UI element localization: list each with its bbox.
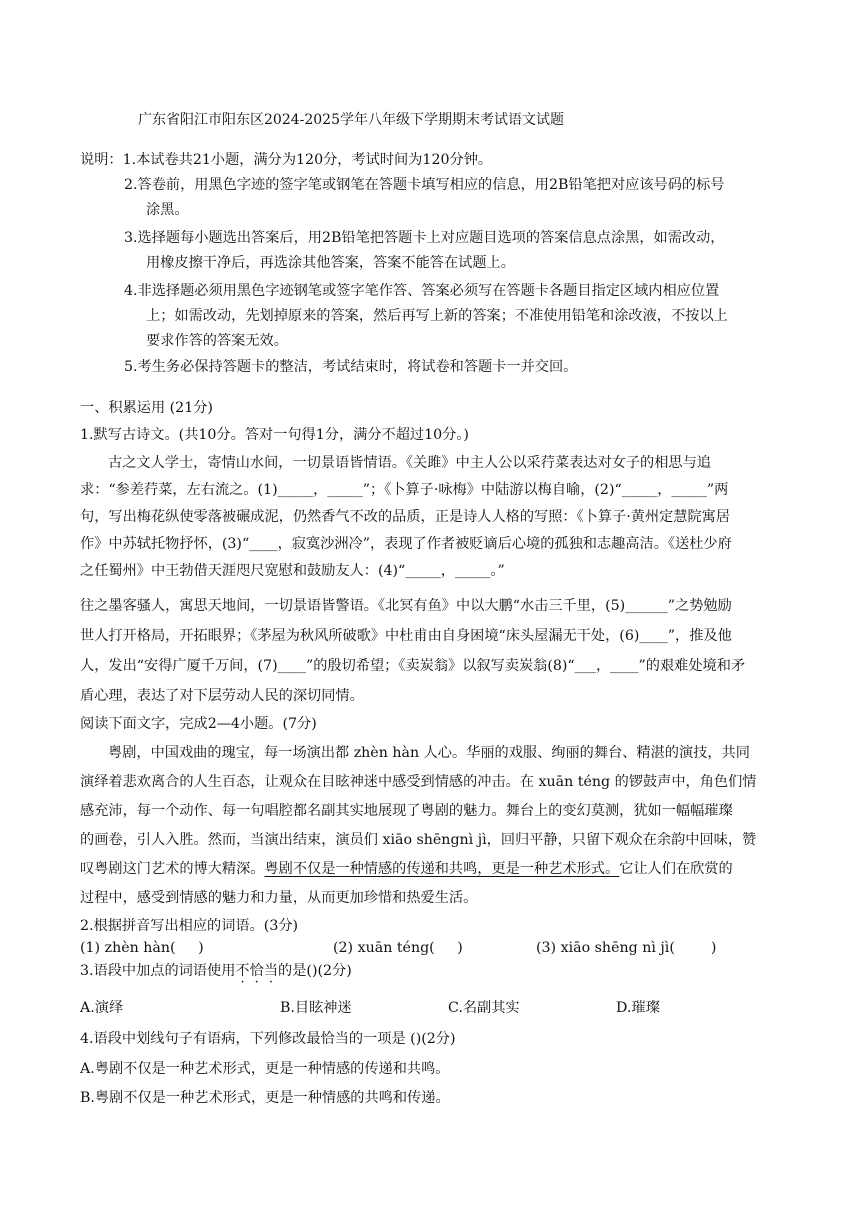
exam-title: 广东省阳江市阳东区2024-2025学年八年级下学期期末考试语文试题 bbox=[138, 112, 564, 128]
q1-line: 求：“参差荇菜，左右流之。(1)_____，_____”；《卜算子·咏梅》中陆游以梅自喻，(2)“_____，_____”两 bbox=[80, 482, 729, 498]
q4-option-a: A.粤剧不仅是一种艺术形式，更是一种情感的传递和共鸣。 bbox=[80, 1061, 450, 1077]
q3-option-c: C.名副其实 bbox=[448, 1000, 520, 1016]
instruction-line: 说明：1.本试卷共21小题，满分为120分，考试时间为120分钟。 bbox=[80, 152, 493, 168]
passage-text: 它让人们在欣赏的 bbox=[619, 861, 733, 877]
q2-item: (2) xuān téng( ) bbox=[333, 940, 463, 956]
passage-line bbox=[80, 859, 733, 879]
passage-line: 过程中，感受到情感的魅力和力量，从而更加珍惜和热爱生活。 bbox=[80, 890, 478, 906]
q3-option-a: A.演绎 bbox=[80, 1000, 124, 1016]
emphasis-dot-char: 不 bbox=[235, 963, 250, 979]
q4-option-b: B.粤剧不仅是一种艺术形式，更是一种情感的共鸣和传递。 bbox=[80, 1090, 450, 1106]
question-2-prompt: 2.根据拼音写出相应的词语。(3分) bbox=[80, 918, 299, 934]
passage-line: 粤剧，中国戏曲的瑰宝，每一场演出都 zhèn hàn 人心。华丽的戏服、绚丽的舞台、精湛的演技，共同 bbox=[108, 745, 750, 761]
instruction-line: 3.选择题每小题选出答案后，用2B铅笔把答题卡上对应题目选项的答案信息点涂黑，如需改动， bbox=[124, 230, 725, 246]
passage-line: 演绎着悲欢离合的人生百态，让观众在目眩神迷中感受到情感的冲击。在 xuān téng 的锣鼓声中，角色们情 bbox=[80, 774, 757, 790]
instruction-line: 要求作答的答案无效。 bbox=[146, 333, 288, 349]
section-heading: 一、积累运用 (21分) bbox=[80, 400, 213, 416]
q1-line: 古之文人学士，寄情山水间，一切景语皆情语。《关雎》中主人公以采荇菜表达对女子的相思与追 bbox=[108, 455, 711, 471]
instruction-line: 4.非选择题必须用黑色字迹钢笔或签字笔作答、答案必须写在答题卡各题目指定区域内相应位置 bbox=[124, 283, 720, 299]
q1-line: 世人打开格局，开拓眼界；《茅屋为秋风所破歌》中杜甫由自身困境“床头屋漏无干处，(6)____”，推及他 bbox=[80, 628, 732, 644]
reading-prompt: 阅读下面文字，完成2—4小题。(7分) bbox=[80, 716, 317, 732]
q1-line: 作》中苏轼托物抒怀，(3)“____，寂寞沙洲冷”，表现了作者被贬谪后心境的孤独和志趣高洁。《送杜少府 bbox=[80, 536, 732, 552]
question-3-prompt bbox=[80, 961, 352, 981]
passage-text: 叹粤剧这门艺术的博大精深。 bbox=[80, 861, 265, 877]
q1-line: 句，写出梅花纵使零落被碾成泥，仍然香气不改的品质，正是诗人人格的写照：《卜算子·黄州定慧院寓居 bbox=[80, 509, 731, 525]
instruction-line: 2.答卷前，用黑色字迹的签字笔或钢笔在答题卡填写相应的信息，用2B铅笔把对应该号码的标号 bbox=[124, 177, 725, 193]
instruction-line: 5.考生务必保持答题卡的整洁，考试结束时，将试卷和答题卡一并交回。 bbox=[124, 359, 578, 375]
passage-line: 感充沛，每一个动作、每一句唱腔都名副其实地展现了粤剧的魅力。舞台上的变幻莫测，犹如一幅幅璀璨 bbox=[80, 803, 733, 819]
q3-text: 3.语段中加点的词语使用 bbox=[80, 963, 236, 979]
q1-line: 人，发出“安得广厦千万间，(7)____”的殷切希望；《卖炭翁》以叙写卖炭翁(8)“___，____”的艰难处境和矛 bbox=[80, 658, 746, 674]
q3-text: 的是()(2分) bbox=[278, 963, 352, 979]
q3-option-d: D.璀璨 bbox=[616, 1000, 660, 1016]
q2-item: (3) xiāo shēng nì jì( ) bbox=[536, 940, 717, 956]
q2-item: (1) zhèn hàn( ) bbox=[80, 940, 204, 956]
q3-option-b: B.目眩神迷 bbox=[280, 1000, 352, 1016]
q1-line: 盾心理，表达了对下层劳动人民的深切同情。 bbox=[80, 688, 364, 704]
passage-line: 的画卷，引人入胜。然而，当演出结束，演员们 xiāo shēngnì jì，回归平静，只留下观众在余韵中回味，赞 bbox=[80, 832, 757, 848]
emphasis-dot-char: 恰 bbox=[249, 963, 264, 979]
instruction-line: 用橡皮擦干净后，再选涂其他答案，答案不能答在试题上。 bbox=[146, 255, 515, 271]
question-1-prompt: 1.默写古诗文。(共10分。答对一句得1分，满分不超过10分。) bbox=[80, 427, 469, 443]
q1-line: 往之墨客骚人，寓思天地间，一切景语皆警语。《北冥有鱼》中以大鹏“水击三千里，(5)______”之势勉励 bbox=[80, 598, 732, 614]
underlined-sentence: 粤剧不仅是一种情感的传递和共鸣，更是一种艺术形式。 bbox=[264, 861, 620, 877]
emphasis-dot-char: 当 bbox=[263, 963, 279, 979]
question-4-prompt: 4.语段中划线句子有语病，下列修改最恰当的一项是 ()(2分) bbox=[80, 1031, 456, 1047]
instruction-line: 涂黑。 bbox=[146, 202, 189, 218]
instruction-line: 上；如需改动，先划掉原来的答案，然后再写上新的答案；不准使用铅笔和涂改液，不按以上 bbox=[146, 308, 728, 324]
q1-line: 之任蜀州》中王勃借天涯咫尺宽慰和鼓励友人：(4)“_____，_____。” bbox=[80, 563, 505, 579]
